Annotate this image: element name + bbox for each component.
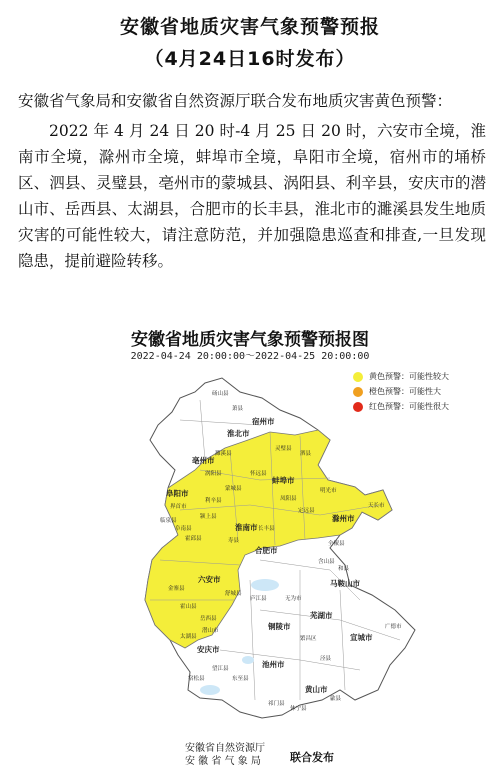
county-label: 太湖县 [180,634,197,640]
county-label: 歙县 [330,696,342,702]
map-legend [353,369,449,414]
county-label: 舒城县 [225,591,242,597]
county-label: 祁门县 [268,701,285,707]
anhui-warning-map [0,360,500,740]
warning-body-paragraph: 2022 年 4 月 24 日 20 时-4 月 25 日 20 时，六安市全境，淮南市全境，滁州市全境，蚌埠市全境，阜阳市全境，宿州市的埇桥区、泗县、灵璧县，亳州市的蒙城县、涡阳县、利辛县，安庆市的潜山市、岳西县、太湖县，合肥市的长丰县，淮北市的濉溪县发生地质灾害的可能性较大，请注意防范，并加强隐患巡查和排查,一旦发现隐患，提前避险转移。 [18,122,486,270]
county-label: 无为市 [285,596,302,602]
county-label: 天长市 [368,503,385,509]
city-label-bengbu: 蚌埠市 [272,476,295,485]
city-label-luan: 六安市 [198,575,221,584]
county-label: 金寨县 [168,586,185,592]
city-label-suzhou: 宿州市 [252,417,275,426]
legend-row-yellow [353,369,449,384]
joint-release-label: 联合发布 [290,751,334,764]
legend-label: 黄色预警：可能性较大 [369,372,449,381]
county-label: 阜南县 [175,526,192,532]
county-label: 广德市 [385,624,402,630]
city-label-hefei: 合肥市 [255,546,278,555]
legend-row-red [353,399,449,414]
city-label-huangshan: 黄山市 [305,685,328,694]
county-label: 萧县 [232,406,244,412]
city-label-chizhou: 池州市 [262,660,285,669]
county-label: 怀远县 [250,471,267,477]
county-label: 潜山市 [202,628,219,634]
city-label-tongling: 铜陵市 [268,622,291,631]
county-label: 庐江县 [250,596,267,602]
county-label: 涡阳县 [205,471,222,477]
red-dot-icon [353,402,363,412]
county-label: 利辛县 [205,498,222,504]
county-label: 霍邱县 [185,536,202,542]
legend-label: 红色预警：可能性很大 [369,402,449,411]
orange-dot-icon [353,387,363,397]
county-label: 凤阳县 [280,496,297,502]
city-label-maanshan: 马鞍山市 [330,579,360,588]
county-label: 颍上县 [200,514,217,520]
county-label: 繁昌区 [300,636,317,642]
county-label: 含山县 [318,559,335,565]
county-label: 定远县 [298,508,315,514]
county-label: 泗县 [300,451,312,457]
city-label-chuzhou: 滁州市 [332,514,355,523]
city-label-fuyang: 阜阳市 [166,489,189,498]
city-label-xuancheng: 宣城市 [350,633,373,642]
document-subtitle: （4月24日16时发布） [144,48,356,70]
document-title: 安徽省地质灾害气象预警预报 [119,16,380,38]
city-label-bozhou: 亳州市 [192,456,215,465]
city-label-huaibei: 淮北市 [227,429,250,438]
county-label: 霍山县 [180,604,197,610]
county-label: 东至县 [232,676,249,682]
county-label: 灵璧县 [275,446,292,452]
county-label: 长丰县 [258,526,275,532]
legend-label: 橙色预警：可能性大 [369,387,441,396]
map-time-range: 2022-04-24 20:00:00～2022-04-25 20:00:00 [130,351,370,362]
dept-natural-resources: 安徽省自然资源厅 [185,743,265,754]
issuing-departments [185,742,265,768]
county-label: 和县 [338,566,350,572]
county-label: 宿松县 [188,676,205,682]
city-label-anqing: 安庆市 [197,645,220,654]
county-label: 濉溪县 [215,451,232,457]
yellow-dot-icon [353,372,363,382]
county-label: 蒙城县 [225,486,242,492]
county-label: 寿县 [228,538,240,544]
county-label: 砀山县 [212,391,229,397]
city-label-wuhu: 芜湖市 [310,611,333,620]
county-label: 明光市 [320,488,337,494]
dept-meteorology: 安 徽 省 气 象 局 [185,756,261,767]
city-label-huainan: 淮南市 [235,523,258,532]
county-label: 望江县 [212,666,229,672]
county-label: 岳西县 [200,616,217,622]
legend-row-orange [353,384,449,399]
county-label: 全椒县 [328,541,345,547]
county-label: 临泉县 [160,518,177,524]
map-title: 安徽省地质灾害气象预警预报图 [131,330,369,350]
county-label: 界首市 [170,504,187,510]
county-label: 休宁县 [290,706,307,712]
intro-paragraph: 安徽省气象局和安徽省自然资源厅联合发布地质灾害黄色预警： [18,92,453,110]
county-label: 泾县 [320,656,332,662]
